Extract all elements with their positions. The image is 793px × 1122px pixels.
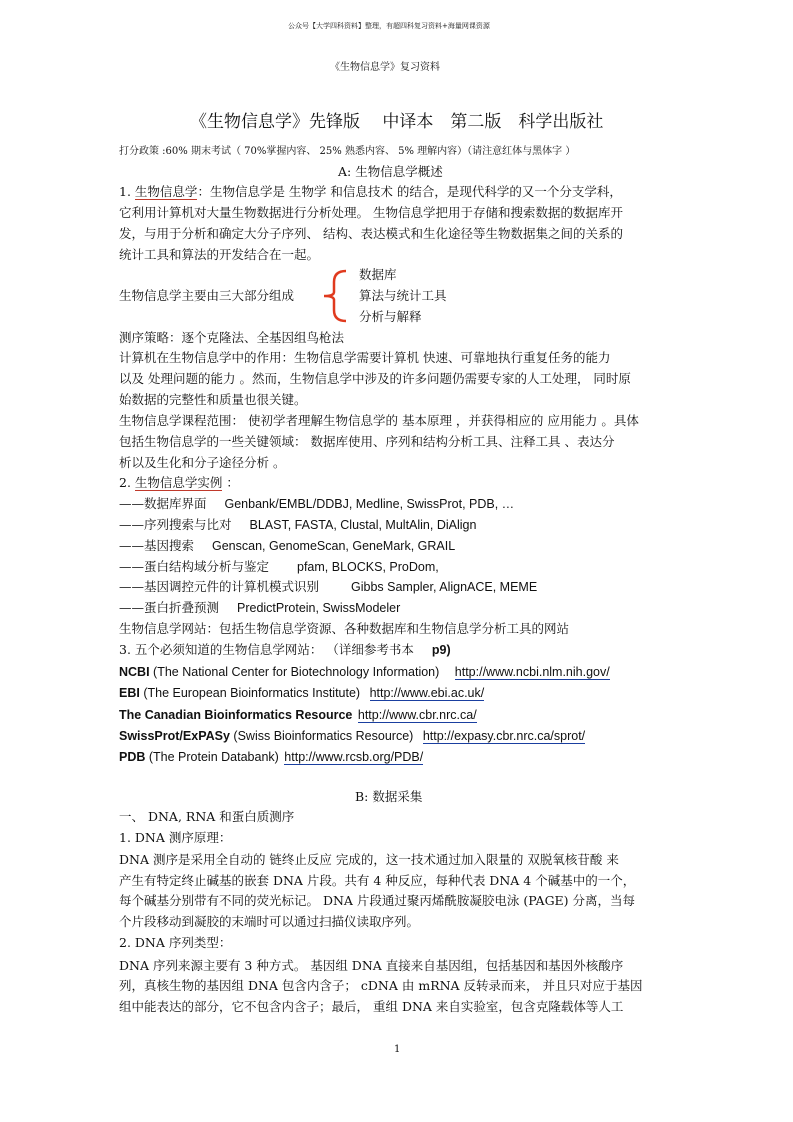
example-key: ——蛋白结构域分析与鉴定: [119, 559, 270, 574]
example-item: [119, 494, 514, 514]
dna-sequencing-principle-heading: 1. DNA 测序原理：: [119, 830, 232, 845]
part-algorithms: 算法与统计工具: [359, 288, 447, 303]
dna-principle-line-4: 个片段移动到凝胶的末端时可以通过扫描仪读取序列。: [119, 914, 420, 929]
para-2-colon: ：: [222, 475, 239, 490]
term-bioinformatics: 生物信息学: [134, 184, 198, 199]
example-key: ——序列搜索与比对: [119, 517, 232, 532]
site-name: The Canadian Bioinformatics Resource: [119, 708, 353, 722]
term-bioinformatics-examples: 生物信息学实例: [134, 475, 223, 490]
para-1-number: 1.: [119, 184, 131, 199]
site-name: NCBI: [119, 665, 150, 679]
computer-role-line-1: 计算机在生物信息学中的作用：生物信息学需要计算机 快速、可靠地执行重复任务的能力: [119, 350, 611, 365]
section-b-heading: B: 数据采集: [355, 789, 423, 804]
site-link[interactable]: http://www.rcsb.org/PDB/: [284, 750, 424, 764]
example-item: [119, 598, 400, 618]
example-key: ——基因搜索: [119, 538, 195, 553]
example-value: Gibbs Sampler, AlignACE, MEME: [351, 580, 538, 594]
example-item: [119, 515, 476, 535]
site-link[interactable]: http://www.ebi.ac.uk/: [369, 686, 485, 700]
site-desc: (The European Bioinformatics Institute): [139, 686, 361, 700]
site-name: PDB: [119, 750, 146, 764]
course-scope-line-2: 包括生物信息学的一些关键领域： 数据库使用、序列和结构分析工具、注释工具 、表达分: [119, 434, 615, 449]
page-title: 《生物信息学》先锋版 中译本 第二版 科学出版社: [190, 112, 604, 132]
example-key: ——蛋白折叠预测: [119, 600, 220, 615]
para-3-heading: [119, 640, 451, 660]
para-2-number: 2.: [119, 475, 131, 490]
example-key: ——基因调控元件的计算机模式识别: [119, 579, 320, 594]
example-item: [119, 557, 439, 577]
dna-sequence-types-heading: 2. DNA 序列类型：: [119, 935, 232, 950]
site-link[interactable]: http://expasy.cbr.nrc.ca/sprot/: [422, 729, 586, 743]
dna-types-line-3: 组中能表达的部分，它不包含内含子；最后， 重组 DNA 来自实验室，包含克隆载体等人工: [119, 999, 624, 1014]
computer-role-line-3: 始数据的完整性和质量也很关键。: [119, 392, 307, 407]
site-row: [119, 747, 423, 767]
example-key: ——数据库界面: [119, 496, 207, 511]
part-analysis: 分析与解释: [359, 309, 422, 324]
para-1-text: ：生物信息学是 生物学 和信息技术 的结合，是现代科学的又一个分支学科，: [197, 184, 622, 199]
example-value: Genbank/EMBL/DDBJ, Medline, SwissProt, PDB, …: [224, 497, 515, 511]
book-reference: p9): [431, 643, 451, 657]
site-link[interactable]: http://www.cbr.nrc.ca/: [357, 708, 477, 722]
site-name: EBI: [119, 686, 140, 700]
brace-icon: [320, 268, 350, 324]
para-2-heading: [119, 473, 239, 493]
site-row: [119, 705, 477, 725]
sequencing-strategy: 测序策略：逐个克隆法、全基因组鸟枪法: [119, 330, 345, 345]
example-item: [119, 577, 537, 597]
para-3-text: 3. 五个必须知道的生物信息学网站： （详细参考书本: [119, 642, 414, 657]
section-a-heading: A: 生物信息学概述: [338, 164, 443, 179]
para-1-line-3: 发，与用于分析和确定大分子序列、 结构、表达模式和生化途径等生物数据集之间的关系的: [119, 226, 623, 241]
para-1-line-2: 它利用计算机对大量生物数据进行分析处理。 生物信息学把用于存储和搜索数据的数据库开: [119, 205, 623, 220]
site-desc: (Swiss Bioinformatics Resource): [229, 729, 414, 743]
b-subsection-1: 一、 DNA, RNA 和蛋白质测序: [119, 809, 295, 824]
page-number: 1: [394, 1044, 401, 1055]
site-row: [119, 662, 610, 682]
dna-types-line-1: DNA 序列来源主要有 3 种方式。 基因组 DNA 直接来自基因组，包括基因和基因外核酸序: [119, 958, 624, 973]
dna-principle-line-1: DNA 测序是采用全自动的 链终止反应 完成的，这一技术通过加入限量的 双脱氧核苷酸 来: [119, 852, 619, 867]
dna-types-line-2: 列，真核生物的基因组 DNA 包含内含子； cDNA 由 mRNA 反转录而来， 并且只对应于基因: [119, 978, 643, 993]
dna-principle-line-3: 每个碱基分别带有不同的荧光标记。 DNA 片段通过聚丙烯酰胺凝胶电泳 (PAGE) 分离，当每: [119, 893, 636, 908]
example-value: PredictProtein, SwissModeler: [237, 601, 401, 615]
example-value: pfam, BLOCKS, ProDom,: [297, 560, 439, 574]
site-row: [119, 726, 585, 746]
websites-description: 生物信息学网站：包括生物信息学资源、各种数据库和生物信息学分析工具的网站: [119, 621, 570, 636]
site-row: [119, 683, 484, 703]
para-1-line-1: [119, 182, 622, 202]
computer-role-line-2: 以及 处理问题的能力 。然而，生物信息学中涉及的许多问题仍需要专家的人工处理， 同时原: [119, 371, 631, 386]
dna-principle-line-2: 产生有特定终止碱基的嵌套 DNA 片段。共有 4 种反应，每种代表 DNA 4 个碱基中的一个，: [119, 873, 636, 888]
example-item: [119, 536, 455, 556]
course-scope-line-1: 生物信息学课程范围： 使初学者理解生物信息学的 基本原理 ，并获得相应的 应用能力 。具体: [119, 413, 639, 428]
header-note: 公众号【大学四科资料】整理，有超四科复习资料+海量网课资源: [288, 22, 490, 30]
part-database: 数据库: [359, 267, 397, 282]
site-name: SwissProt/ExPASy: [119, 729, 230, 743]
example-value: Genscan, GenomeScan, GeneMark, GRAIL: [212, 539, 456, 553]
example-value: BLAST, FASTA, Clustal, MultAlin, DiAlign: [249, 518, 477, 532]
site-link[interactable]: http://www.ncbi.nlm.nih.gov/: [454, 665, 610, 679]
para-1-line-4: 统计工具和算法的开发结合在一起。: [119, 247, 320, 262]
three-parts-label: 生物信息学主要由三大部分组成: [119, 288, 295, 303]
site-desc: (The National Center for Biotechnology Information): [149, 665, 440, 679]
course-scope-line-3: 析以及生化和分子途径分析 。: [119, 455, 286, 470]
running-title: 《生物信息学》复习资料: [330, 62, 440, 73]
site-desc: (The Protein Databank): [145, 750, 279, 764]
grading-policy: 打分政策 :60% 期末考试（ 70%掌握内容、 25% 熟悉内容、 5% 理解内容）（请注意红体与黑体字 ）: [119, 146, 576, 157]
